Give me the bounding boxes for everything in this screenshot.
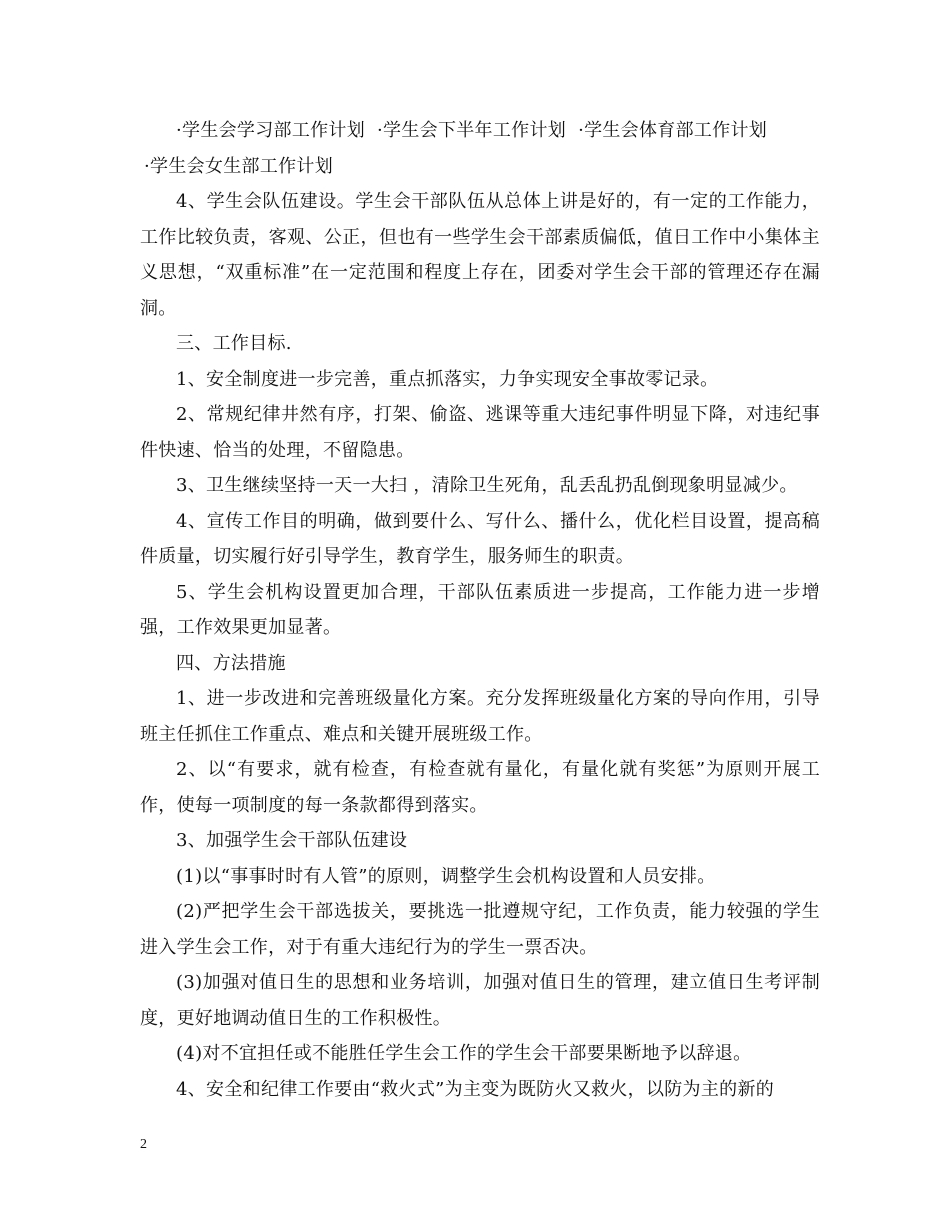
paragraph-method-4: 4、安全和纪律工作要由“救火式”为主变为既防火又救火，以防为主的新的 xyxy=(176,1078,775,1100)
paragraph-method-3-item-3: (3)加强对值日生的思想和业务培训，加强对值日生的管理，建立值日生考评制度，更好地调动值日生的工作积极性。 xyxy=(140,972,820,1029)
document-body xyxy=(140,113,820,1107)
paragraph-method-3: 3、加强学生会干部队伍建设 xyxy=(176,830,408,851)
paragraph-goal-4: 4、宣传工作目的明确，做到要什么、写什么、播什么，优化栏目设置，提高稿件质量，切实履行好引导学生，教育学生，服务师生的职责。 xyxy=(140,510,820,567)
paragraph-method-3-item-4: (4)对不宜担任或不能胜任学生会工作的学生会干部要果断地予以辞退。 xyxy=(176,1043,752,1064)
related-link-female-dept[interactable]: ·学生会女生部工作计划 xyxy=(144,155,334,177)
related-link-sports-dept[interactable]: ·学生会体育部工作计划 xyxy=(578,120,768,141)
paragraph-team-building: 4、学生会队伍建设。学生会干部队伍从总体上讲是好的，有一定的工作能力，工作比较负责，客观、公正，但也有一些学生会干部素质偏低，值日工作中小集体主义思想，“双重标准”在一定范围和程度上存在，团委对学生会干部的管理还存在漏洞。 xyxy=(140,191,820,319)
paragraph-goal-2: 2、常规纪律井然有序，打架、偷盗、逃课等重大违纪事件明显下降，对违纪事件快速、恰当的处理，不留隐患。 xyxy=(140,404,820,461)
related-link-second-half-year[interactable]: ·学生会下半年工作计划 xyxy=(377,120,567,141)
related-links-row xyxy=(140,149,820,185)
paragraph-method-3-item-1: (1)以“事事时时有人管”的原则，调整学生会机构设置和人员安排。 xyxy=(176,865,716,887)
page-number: 2 xyxy=(140,1137,147,1152)
paragraph-method-3-item-2: (2)严把学生会干部选拔关，要挑选一批遵规守纪，工作负责，能力较强的学生进入学生会工作，对于有重大违纪行为的学生一票否决。 xyxy=(140,901,820,958)
related-link-study-dept[interactable]: ·学生会学习部工作计划 xyxy=(176,120,366,141)
section-heading-methods: 四、方法措施 xyxy=(176,652,286,674)
section-heading-work-goals: 三、工作目标. xyxy=(176,333,292,354)
related-links-row xyxy=(140,113,820,149)
paragraph-method-1: 1、进一步改进和完善班级量化方案。充分发挥班级量化方案的导向作用，引导班主任抓住工作重点、难点和关键开展班级工作。 xyxy=(140,688,820,745)
paragraph-goal-1: 1、安全制度进一步完善，重点抓落实，力争实现安全事故零记录。 xyxy=(176,368,719,390)
paragraph-goal-5: 5、学生会机构设置更加合理，干部队伍素质进一步提高，工作能力进一步增强，工作效果更加显著。 xyxy=(140,581,820,638)
paragraph-goal-3: 3、卫生继续坚持一天一大扫 ，清除卫生死角，乱丢乱扔乱倒现象明显减少。 xyxy=(176,475,798,496)
paragraph-method-2: 2、以“有要求，就有检查，有检查就有量化，有量化就有奖惩”为原则开展工作，使每一项制度的每一条款都得到落实。 xyxy=(140,759,820,816)
